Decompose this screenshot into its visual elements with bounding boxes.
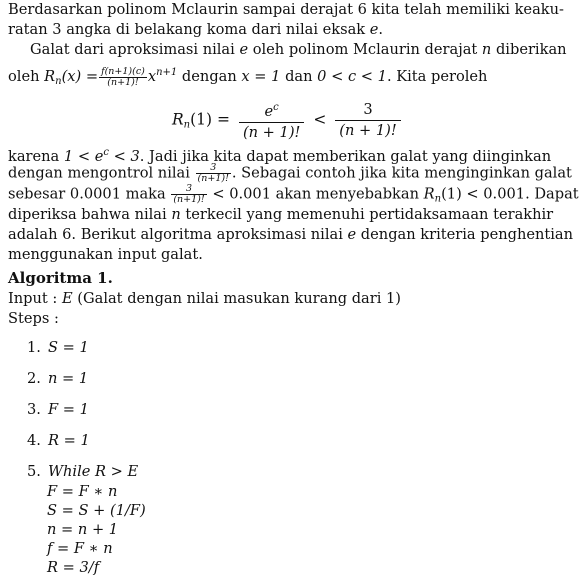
- while-body-line: S = S + (1/F): [47, 502, 146, 519]
- math-expr: (x) =: [61, 68, 99, 85]
- math-expr: 1 < e: [63, 148, 104, 165]
- math-var: n: [481, 41, 492, 58]
- math-var: R: [172, 110, 184, 129]
- algorithm-input: [8, 289, 401, 309]
- step-number: 4.: [27, 432, 41, 449]
- text-span: (Galat dengan nilai masukan kurang dari 1): [72, 290, 401, 307]
- math-var: e: [264, 103, 274, 120]
- math-operator: <: [313, 110, 327, 129]
- math-sub: n: [183, 119, 191, 131]
- text-span: . Kita peroleh: [386, 68, 488, 85]
- step-number: 3.: [27, 401, 41, 418]
- algorithm-step: [27, 338, 89, 358]
- text-span: terkecil yang memenuhi pertidaksamaan terakhir: [180, 206, 554, 223]
- text-span: dengan: [177, 68, 242, 85]
- step-text: F = 1: [48, 401, 89, 418]
- text-span: . Jadi jika kita dapat memberikan galat yang diinginkan: [139, 148, 552, 165]
- after-line-5: [8, 225, 574, 245]
- text-span: karena: [8, 148, 64, 165]
- math-sub: n: [434, 193, 442, 205]
- inline-fraction: [99, 67, 147, 88]
- fraction-numerator: f(n+1)(c): [101, 65, 145, 77]
- fraction-denominator: (n+1)!: [197, 173, 229, 184]
- display-equation: [0, 88, 545, 141]
- fraction-denominator: (n+1)!: [107, 76, 139, 88]
- text-span: menggunakan input galat.: [8, 246, 203, 263]
- equation-body: [172, 98, 405, 143]
- algorithm-heading: Algoritma 1.: [8, 269, 113, 287]
- text-span: sebesar 0.0001 maka: [8, 185, 171, 203]
- text-span: diperiksa bahwa nilai: [8, 206, 172, 223]
- math-var: R: [423, 185, 435, 203]
- fraction-numerator: 3: [196, 163, 231, 174]
- math-expr: x = 1: [241, 68, 281, 85]
- after-line-4: [8, 205, 554, 225]
- text-span: Input :: [8, 290, 62, 307]
- fraction-numerator: [239, 98, 304, 123]
- step-number: 5.: [27, 463, 41, 480]
- inline-fraction: [196, 163, 231, 184]
- display-fraction-1: [239, 98, 304, 143]
- step-text: R = 1: [48, 432, 90, 449]
- math-var: e: [369, 21, 379, 38]
- text-span: < 0.001 akan menyebabkan: [207, 185, 424, 203]
- math-expr: (1) < 0.001: [441, 185, 526, 203]
- algorithm-step: [27, 431, 90, 451]
- math-var: e: [347, 226, 357, 243]
- text-span: Berdasarkan polinom Mclaurin sampai derajat 6 kita telah memiliki keaku-: [8, 1, 564, 18]
- fraction-denominator: (n+1)!: [173, 194, 205, 205]
- fraction-denominator: (n + 1)!: [339, 122, 397, 139]
- while-body-line: F = F ∗ n: [47, 483, 118, 500]
- text-span: Galat dari aproksimasi nilai: [30, 41, 240, 58]
- inline-fraction: [171, 184, 206, 205]
- step-text: S = 1: [48, 339, 89, 356]
- text-span: . Sebagai contoh jika kita menginginkan galat: [231, 164, 572, 182]
- algorithm-step: [27, 462, 138, 482]
- after-line-2: [8, 162, 572, 184]
- intro-line-4: [8, 60, 530, 86]
- intro-line-3: [8, 40, 567, 60]
- while-body-line: R = 3/f: [47, 559, 100, 576]
- text-span: oleh polinom Mclaurin derajat: [248, 41, 482, 58]
- after-line-1: [8, 143, 552, 165]
- text-span: diberikan: [491, 41, 567, 58]
- text-span: ratan 3 angka di belakang koma dari nilai eksak: [8, 21, 370, 38]
- text-span: . Dapat: [525, 185, 579, 203]
- math-expr: (1) =: [190, 110, 230, 129]
- math-expr: 0 < c < 1: [317, 68, 387, 85]
- display-fraction-2: [335, 100, 400, 141]
- math-var: n: [171, 206, 181, 223]
- math-var: R: [44, 68, 56, 85]
- text-span: oleh: [8, 68, 45, 85]
- intro-line-2: [8, 20, 530, 40]
- intro-line-1: [8, 0, 564, 20]
- while-body-line: f = F ∗ n: [47, 540, 113, 557]
- algorithm-step: [27, 369, 88, 389]
- after-paragraph: [8, 143, 579, 265]
- math-sup: c: [103, 147, 109, 158]
- intro-paragraph: [8, 0, 567, 88]
- fraction-denominator: (n + 1)!: [242, 124, 301, 141]
- math-expr: < 3: [108, 148, 140, 165]
- math-var: E: [61, 290, 73, 307]
- while-body-line: n = n + 1: [47, 521, 119, 538]
- math-sub: n: [55, 76, 62, 87]
- algorithm-step: [27, 400, 89, 420]
- algorithm-steps-label: Steps :: [8, 310, 59, 327]
- fraction-numerator: 3: [171, 184, 206, 195]
- after-line-6: [8, 245, 530, 265]
- text-span: .: [378, 21, 384, 38]
- step-number: 2.: [27, 370, 41, 387]
- text-span: adalah 6. Berikut algoritma aproksimasi nilai: [8, 226, 348, 243]
- math-sup: c: [273, 102, 279, 113]
- text-span: dengan mengontrol nilai: [8, 164, 195, 182]
- math-var: x: [147, 68, 157, 85]
- text-span: dengan kriteria penghentian: [356, 226, 574, 243]
- text-span: dan: [280, 68, 318, 85]
- fraction-numerator: 3: [335, 100, 400, 121]
- step-text: While R > E: [48, 463, 139, 480]
- after-line-3: [8, 183, 579, 205]
- math-sup: n+1: [156, 67, 178, 78]
- math-var: e: [239, 41, 249, 58]
- step-text: n = 1: [48, 370, 89, 387]
- step-number: 1.: [27, 339, 41, 356]
